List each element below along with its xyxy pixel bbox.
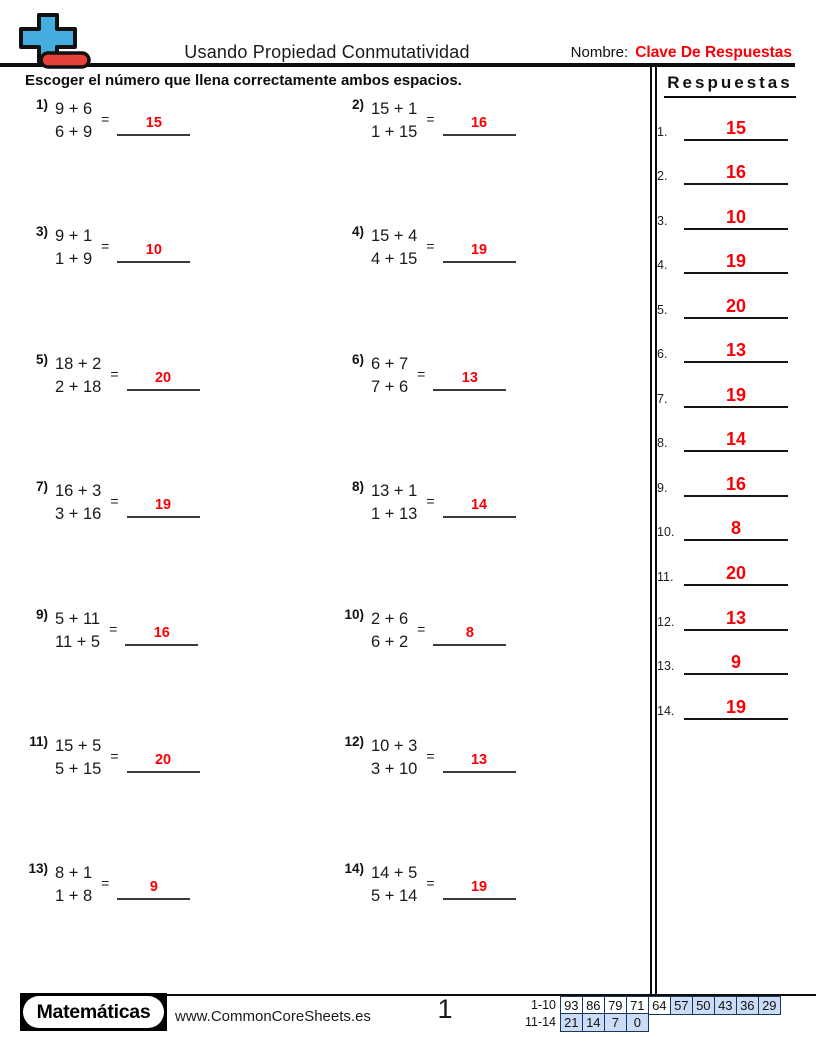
score-cell: 43: [714, 996, 737, 1015]
problem-number: 4): [351, 224, 364, 240]
answer-value: 15: [684, 118, 788, 141]
answer-blank: 19: [127, 495, 200, 518]
expression-bottom: 1 + 9: [55, 250, 93, 269]
expression-bottom: 5 + 14: [371, 887, 418, 906]
problem-number: 8): [351, 479, 364, 495]
equals-sign: =: [110, 747, 119, 764]
problem-number: 7): [35, 479, 48, 495]
score-cell: 71: [626, 996, 649, 1015]
expression-top: 18 + 2: [55, 354, 102, 373]
expression-bottom: 1 + 13: [371, 505, 418, 524]
expression-bottom: 6 + 9: [55, 123, 93, 141]
answer-value: 19: [684, 697, 788, 720]
answer-number: 14.: [657, 703, 675, 718]
answer-row-10: [657, 497, 805, 542]
expression-bottom: 2 + 18: [55, 377, 102, 396]
problem-expression: [55, 225, 92, 271]
problem-13: [22, 862, 338, 989]
expression-top: 8 + 1: [55, 864, 93, 883]
answer-value: 20: [684, 563, 788, 586]
answer-value: 13: [684, 340, 788, 363]
expression-top: 5 + 11: [55, 609, 101, 628]
problem-expression: [55, 353, 101, 399]
expression-top: 15 + 5: [55, 736, 102, 755]
answer-blank: 20: [127, 750, 200, 773]
problem-expression: [371, 353, 408, 399]
problem-11: [22, 735, 338, 862]
expression-bottom: 1 + 15: [371, 123, 418, 141]
expression-bottom: 7 + 6: [371, 377, 409, 396]
answer-value: 19: [684, 385, 788, 408]
answer-row-4: [657, 230, 805, 275]
problem-4: [338, 225, 654, 352]
problem-3: [22, 225, 338, 352]
page-number: 1: [437, 994, 453, 1024]
equals-sign: =: [426, 875, 435, 892]
answer-number: 6.: [657, 347, 668, 362]
problem-expression: [371, 480, 417, 526]
problem-expression: [371, 608, 408, 654]
problems-grid: [22, 98, 654, 990]
answer-number: 2.: [657, 169, 668, 184]
answer-blank: 13: [443, 750, 516, 773]
answer-blank: 19: [443, 240, 516, 263]
answer-value: 19: [684, 251, 788, 274]
problem-14: [338, 862, 654, 989]
problem-expression: [371, 735, 417, 781]
score-row-2: [498, 1013, 781, 1032]
answer-blank: 16: [443, 113, 516, 136]
problem-12: [338, 735, 654, 862]
score-cell: 93: [560, 996, 583, 1015]
answer-number: 3.: [657, 213, 668, 228]
answers-panel-title: Respuestas: [664, 73, 795, 98]
equals-sign: =: [101, 875, 110, 892]
answer-number: 11.: [657, 570, 674, 585]
problem-9: [22, 608, 338, 735]
equals-sign: =: [417, 620, 426, 637]
problem-number: 6): [351, 351, 364, 367]
equals-sign: =: [426, 238, 435, 255]
answer-blank: 20: [127, 368, 200, 391]
problem-expression: [371, 225, 417, 271]
expression-bottom: 1 + 8: [55, 887, 93, 906]
answer-blank: 13: [433, 368, 506, 391]
problem-expression: [55, 735, 101, 781]
problem-number: 13): [28, 861, 48, 877]
answer-number: 9.: [657, 480, 668, 495]
score-cell: 36: [736, 996, 759, 1015]
score-cell: 29: [758, 996, 781, 1015]
problem-number: 11): [29, 733, 48, 749]
answer-number: 8.: [657, 436, 668, 451]
expression-top: 9 + 6: [55, 100, 93, 118]
problem-7: [22, 480, 338, 607]
score-table: [498, 996, 781, 1032]
answer-row-9: [657, 452, 805, 497]
answer-row-7: [657, 363, 805, 408]
expression-bottom: 5 + 15: [55, 759, 102, 778]
score-cell: 21: [560, 1013, 583, 1032]
score-cell: 0: [626, 1013, 649, 1032]
name-label: Nombre:: [570, 44, 629, 61]
problem-5: [22, 353, 338, 480]
answer-row-8: [657, 408, 805, 453]
equals-sign: =: [101, 111, 110, 127]
answer-blank: 8: [433, 623, 506, 646]
problem-8: [338, 480, 654, 607]
expression-bottom: 6 + 2: [371, 632, 409, 651]
expression-top: 15 + 4: [371, 227, 418, 246]
problem-expression: [55, 480, 101, 526]
answer-value: 16: [684, 474, 788, 497]
answer-value: 20: [684, 296, 788, 319]
answers-panel-header: [655, 73, 805, 98]
minus-icon: [41, 53, 89, 67]
answer-value: 14: [684, 429, 788, 452]
expression-bottom: 11 + 5: [55, 632, 101, 651]
answer-number: 7.: [657, 391, 668, 406]
score-row-label: 11-14: [524, 1015, 556, 1030]
problem-expression: [371, 862, 417, 908]
expression-top: 9 + 1: [55, 227, 93, 246]
equals-sign: =: [110, 365, 119, 382]
problem-10: [338, 608, 654, 735]
score-cell: 50: [692, 996, 715, 1015]
problem-number: 14): [344, 861, 364, 877]
problem-expression: [55, 98, 92, 144]
plus-minus-logo-icon: [17, 13, 97, 71]
answer-blank: 10: [117, 240, 190, 263]
score-cell: 64: [648, 996, 671, 1015]
answer-number: 1.: [657, 124, 668, 139]
problem-expression: [55, 608, 100, 654]
problem-number: 10): [344, 606, 364, 622]
expression-bottom: 4 + 15: [371, 250, 418, 269]
answer-blank: 9: [117, 877, 190, 900]
brand-logo: [20, 993, 167, 1031]
answer-number: 12.: [657, 614, 675, 629]
instruction-text: Escoger el número que llena correctamente ambos espacios.: [25, 72, 462, 89]
problem-expression: [55, 862, 92, 908]
problem-number: 2): [351, 97, 364, 112]
answer-row-6: [657, 319, 805, 364]
equals-sign: =: [426, 111, 435, 127]
problem-number: 5): [35, 351, 48, 367]
answer-blank: 15: [117, 113, 190, 136]
score-cell: 86: [582, 996, 605, 1015]
score-cell: 14: [582, 1013, 605, 1032]
answer-row-12: [657, 586, 805, 631]
answers-list: [657, 96, 805, 720]
equals-sign: =: [101, 238, 110, 255]
answer-row-2: [657, 141, 805, 186]
website-link: www.CommonCoreSheets.es: [175, 1008, 371, 1025]
score-cell: 57: [670, 996, 693, 1015]
equals-sign: =: [426, 747, 435, 764]
equals-sign: =: [417, 365, 426, 382]
answer-number: 5.: [657, 302, 668, 317]
brand-name: Matemáticas: [23, 996, 164, 1028]
answer-blank: 16: [125, 623, 198, 646]
answer-value: 10: [684, 207, 788, 230]
answer-row-11: [657, 541, 805, 586]
answer-row-3: [657, 185, 805, 230]
answer-blank: 19: [443, 877, 516, 900]
expression-top: 13 + 1: [371, 482, 418, 501]
problem-2: [338, 98, 654, 225]
answer-row-13: [657, 631, 805, 676]
answer-number: 4.: [657, 258, 668, 273]
expression-top: 10 + 3: [371, 736, 418, 755]
expression-top: 14 + 5: [371, 864, 418, 883]
answer-value: 13: [684, 608, 788, 631]
answer-row-1: [657, 96, 805, 141]
expression-bottom: 3 + 16: [55, 505, 102, 524]
answer-number: 10.: [657, 525, 675, 540]
problem-number: 1): [35, 97, 48, 112]
name-value: Clave De Respuestas: [635, 44, 792, 61]
score-row-1: [498, 996, 781, 1015]
answer-number: 13.: [657, 659, 675, 674]
answer-row-14: [657, 675, 805, 720]
expression-top: 2 + 6: [371, 609, 409, 628]
header-divider: [0, 63, 795, 67]
score-cell: 79: [604, 996, 627, 1015]
expression-top: 15 + 1: [371, 100, 418, 118]
problem-number: 12): [344, 733, 364, 749]
score-cell: 7: [604, 1013, 627, 1032]
expression-top: 6 + 7: [371, 354, 409, 373]
page-title: Usando Propiedad Conmutatividad: [184, 42, 470, 62]
answer-row-5: [657, 274, 805, 319]
name-field: [571, 44, 792, 62]
problem-1: [22, 98, 338, 225]
equals-sign: =: [110, 493, 119, 510]
problem-expression: [371, 98, 417, 144]
answer-value: 9: [684, 652, 788, 675]
answer-value: 16: [684, 162, 788, 185]
equals-sign: =: [426, 493, 435, 510]
problem-6: [338, 353, 654, 480]
equals-sign: =: [109, 620, 118, 637]
expression-bottom: 3 + 10: [371, 759, 418, 778]
score-row-label: 1-10: [530, 998, 556, 1012]
answer-blank: 14: [443, 495, 516, 518]
answer-value: 8: [684, 518, 788, 541]
expression-top: 16 + 3: [55, 482, 102, 501]
problem-number: 9): [35, 606, 48, 622]
problem-number: 3): [35, 224, 48, 240]
